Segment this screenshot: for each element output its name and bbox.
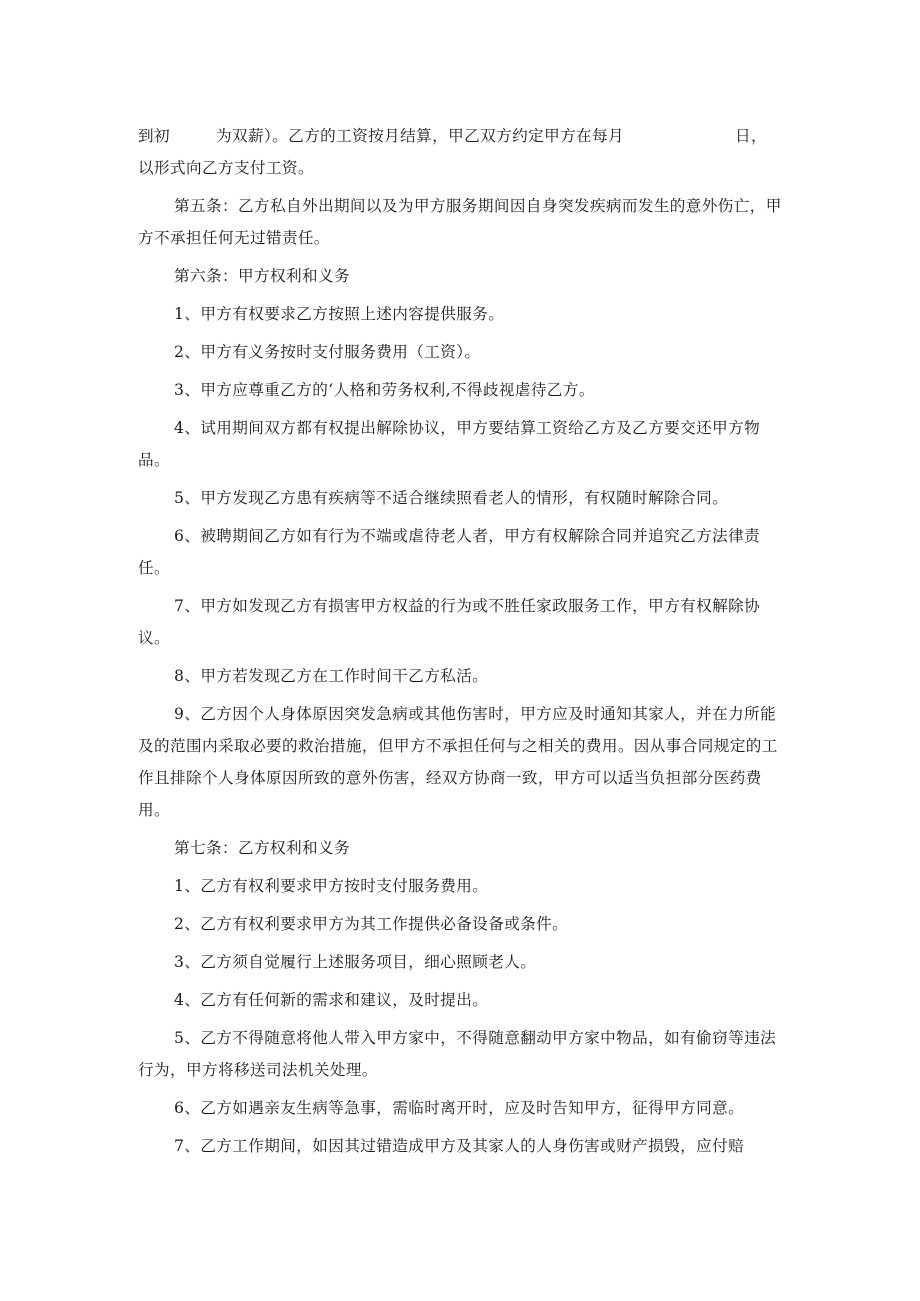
clause-7-item-4: 4、乙方有任何新的需求和建议，及时提出。: [174, 991, 489, 1009]
opening-text-part-1: 到初: [138, 127, 170, 145]
clause-7-item-5: 5、乙方不得随意将他人带入甲方家中，不得随意翻动甲方家中物品，如有偷窃等违法行为，甲方将移送司法机关处理。: [138, 1029, 777, 1079]
clause-6-item-3: 3、甲方应尊重乙方的‘人格和劳务权利,不得歧视虐待乙方。: [174, 381, 595, 399]
clause-6-item-1: 1、甲方有权要求乙方按照上述内容提供服务。: [174, 305, 505, 323]
clause-6-item-4: 4、试用期间双方都有权提出解除协议，甲方要结算工资给乙方及乙方要交还甲方物品。: [138, 419, 761, 469]
document-body: [138, 120, 783, 1168]
clause-6-item-7: 7、甲方如发现乙方有损害甲方权益的行为或不胜任家政服务工作，甲方有权解除协议。: [138, 597, 761, 647]
clause-5: 第五条：乙方私自外出期间以及为甲方服务期间因自身突发疾病而发生的意外伤亡，甲方不承担任何无过错责任。: [138, 197, 782, 247]
clause-7-heading: 第七条：乙方权利和义务: [174, 839, 350, 857]
opening-text-part-2: 为双薪）。乙方的工资按月结算，甲乙双方约定甲方在每月: [216, 127, 625, 145]
opening-line-1: [138, 120, 783, 152]
clause-6-item-6: 6、被聘期间乙方如有行为不端或虐待老人者，甲方有权解除合同并追究乙方法律责任。: [138, 527, 761, 577]
clause-7-item-3: 3、乙方须自觉履行上述服务项目，细心照顾老人。: [174, 953, 537, 971]
opening-line-2: 以形式向乙方支付工资。: [138, 159, 314, 177]
clause-6-item-9: 9、乙方因个人身体原因突发急病或其他伤害时，甲方应及时通知其家人，并在力所能及的范围内采取必要的救治措施，但甲方不承担任何与之相关的费用。因从事合同规定的工作且排除个人身体原因所致的意外伤害，经双方协商一致，甲方可以适当负担部分医药费用。: [138, 705, 778, 819]
clause-7-item-6: 6、乙方如遇亲友生病等急事，需临时离开时，应及时告知甲方，征得甲方同意。: [174, 1099, 745, 1117]
clause-7-item-2: 2、乙方有权利要求甲方为其工作提供必备设备或条件。: [174, 915, 569, 933]
clause-7-item-1: 1、乙方有权利要求甲方按时支付服务费用。: [174, 877, 489, 895]
clause-6-item-2: 2、甲方有义务按时支付服务费用（工资）。: [174, 343, 481, 361]
clause-6-heading: 第六条：甲方权利和义务: [174, 267, 350, 285]
clause-6-item-8: 8、甲方若发现乙方在工作时间干乙方私活。: [174, 667, 489, 685]
opening-text-part-3: 日，: [735, 127, 767, 145]
clause-7-item-7: 7、乙方工作期间，如因其过错造成甲方及其家人的人身伤害或财产损毁，应付赔: [174, 1137, 745, 1155]
clause-6-item-5: 5、甲方发现乙方患有疾病等不适合继续照看老人的情形，有权随时解除合同。: [174, 489, 729, 507]
